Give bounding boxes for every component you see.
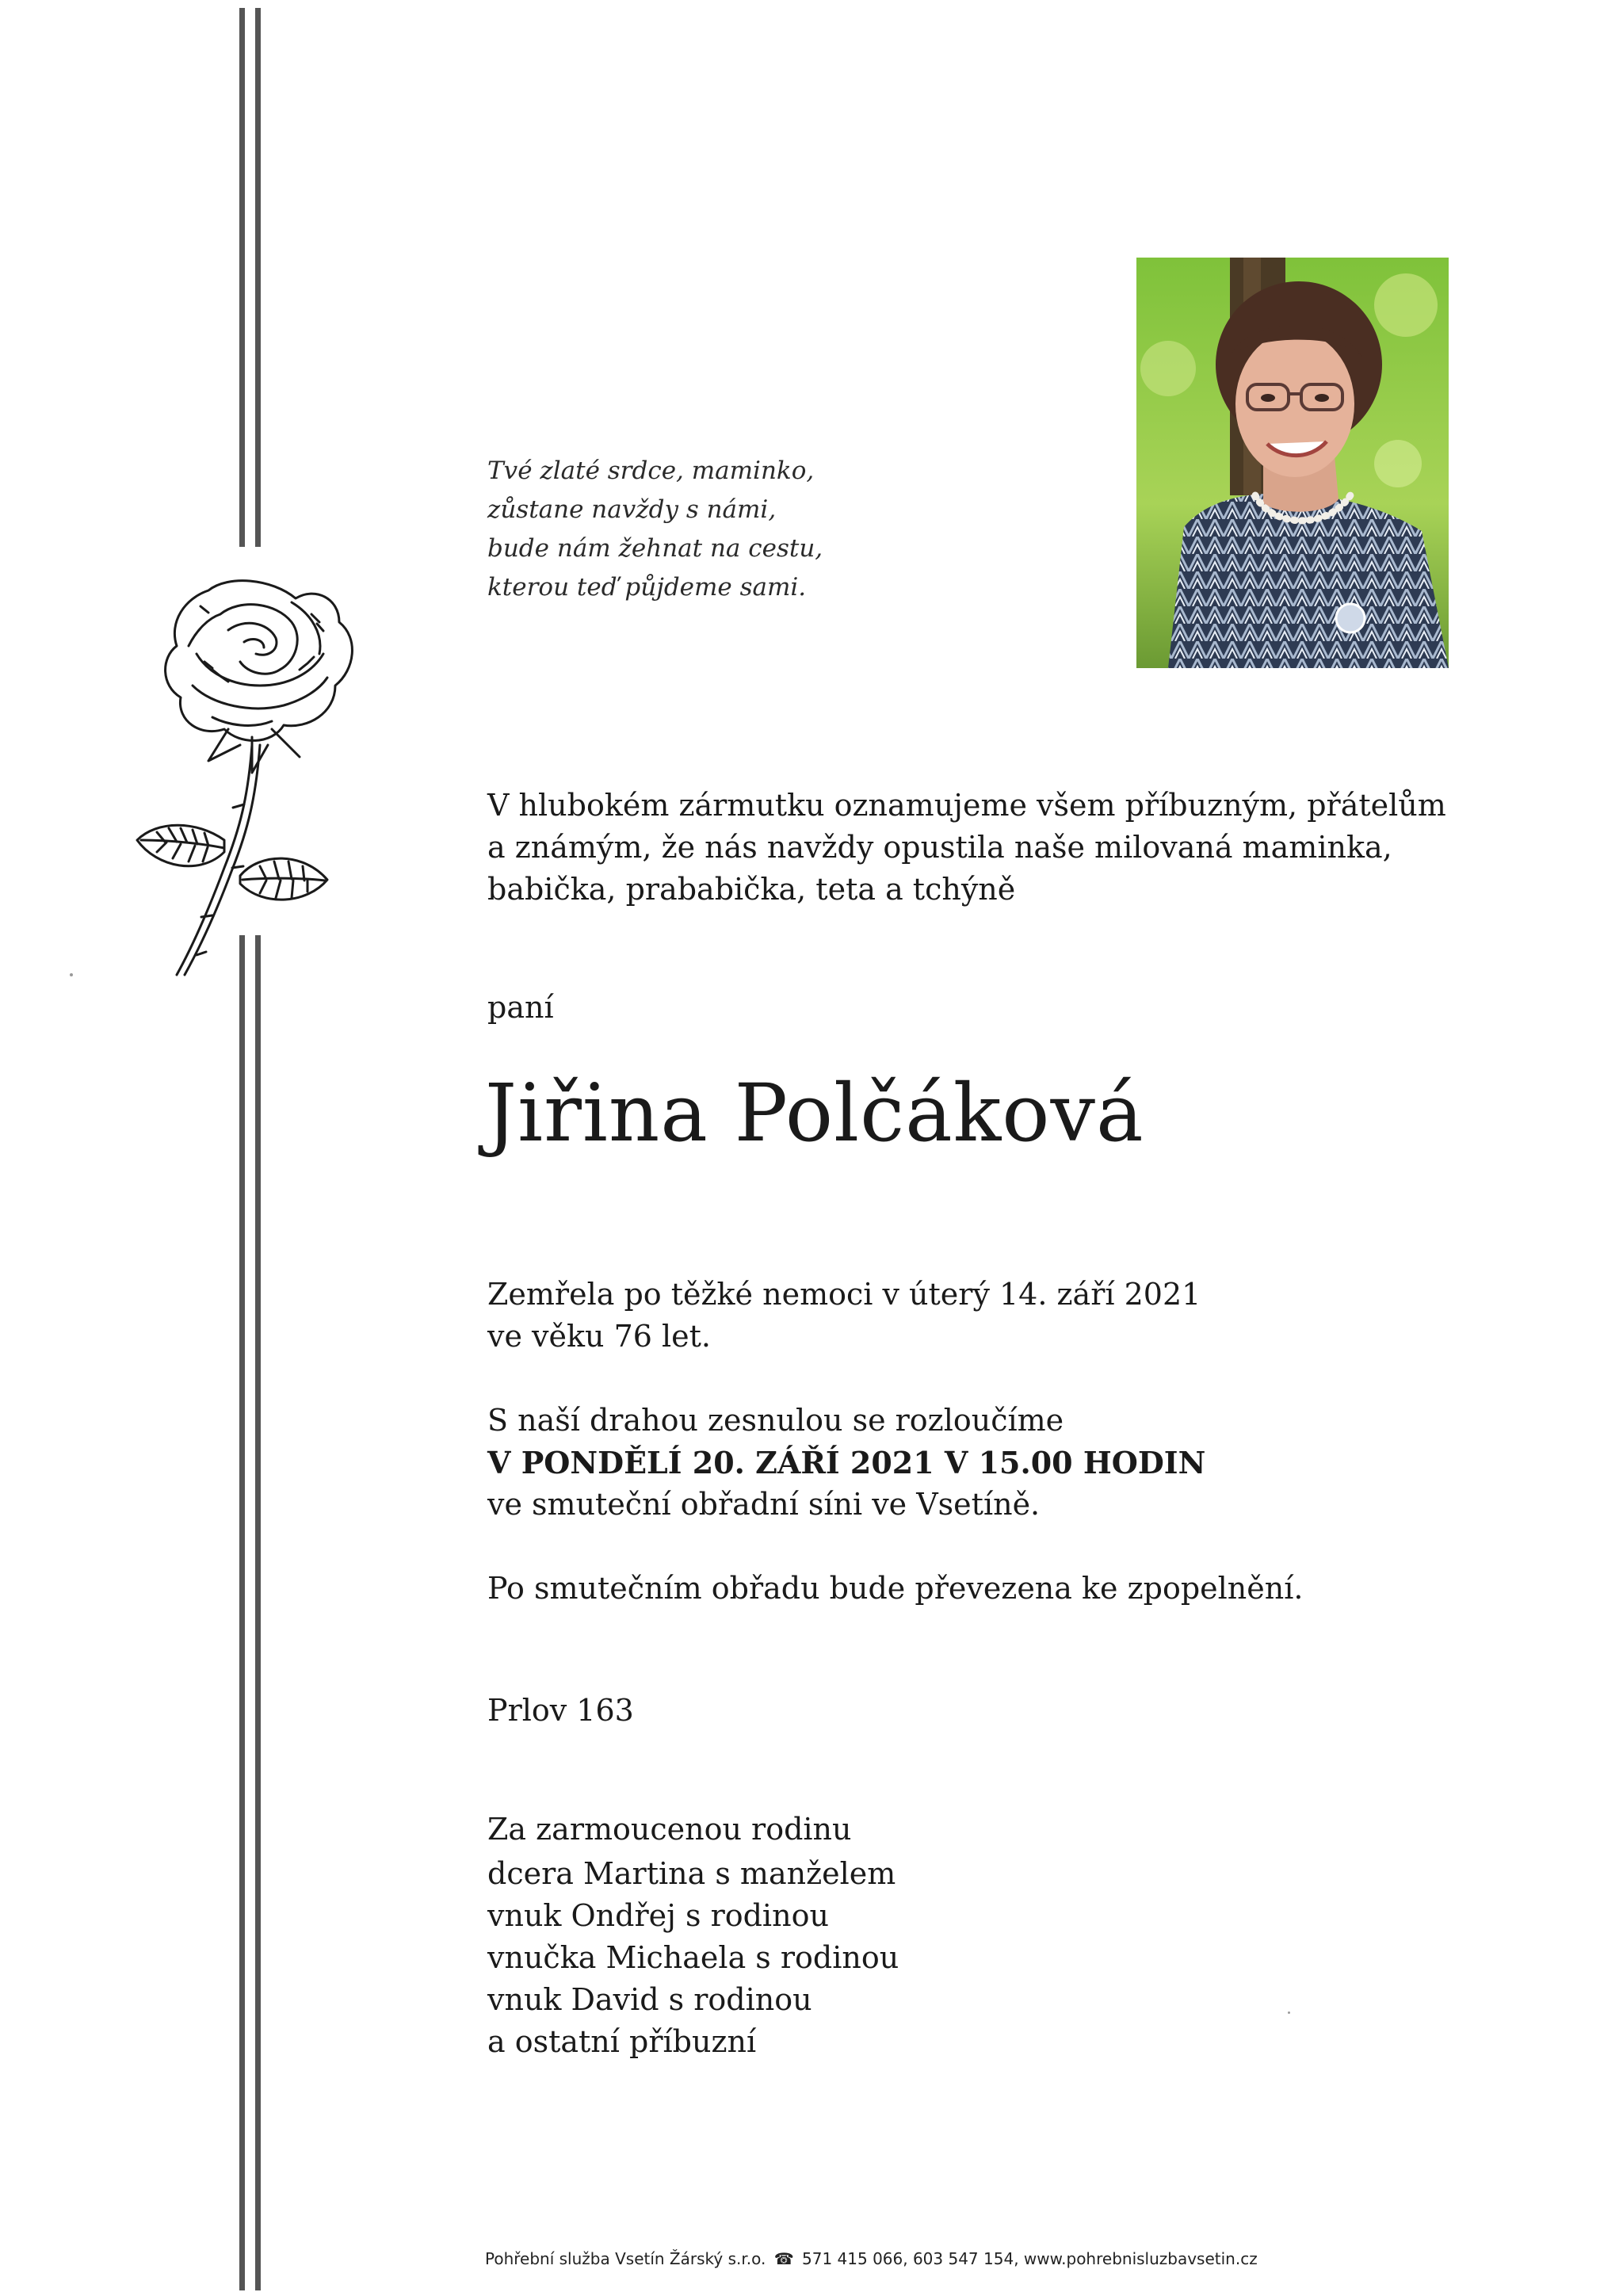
family-member: a ostatní příbuzní (487, 2024, 757, 2059)
cremation-note: Po smutečním obřadu bude převezena ke zpopelnění. (487, 1571, 1304, 1606)
poem-line: Tvé zlaté srdce, maminko, (487, 457, 815, 485)
family-intro: Za zarmoucenou rodinu (487, 1812, 852, 1847)
honorific: paní (487, 990, 554, 1025)
farewell-notice (487, 1400, 1205, 1526)
deceased-name: Jiřina Polčáková (485, 1067, 1144, 1159)
death-line: Zemřela po těžké nemoci v úterý 14. září 2021 (487, 1277, 1201, 1312)
vertical-rule-left-top (239, 8, 245, 547)
announcement-line: babička, prababička, teta a tchýně (487, 872, 1016, 907)
vertical-rule-right-top (255, 8, 261, 547)
family-member: vnuk David s rodinou (487, 1982, 812, 2017)
poem-line: zůstane navždy s námi, (487, 495, 777, 524)
vertical-rule-right-bottom (255, 935, 261, 2290)
vertical-rule-left-bottom (239, 935, 245, 2290)
scan-speck (1288, 2011, 1290, 2014)
announcement-line: a známým, že nás navždy opustila naše milovaná maminka, (487, 830, 1392, 865)
scan-speck (70, 973, 73, 976)
family-member: vnučka Michaela s rodinou (487, 1940, 899, 1975)
poem-line: kterou teď půjdeme sami. (487, 573, 807, 602)
address: Prlov 163 (487, 1693, 634, 1728)
footer (485, 2249, 1258, 2268)
poem (487, 452, 823, 607)
telephone-icon: ☎ (773, 2249, 794, 2268)
announcement-line: V hlubokém zármutku oznamujeme všem příbuzným, přátelům (487, 788, 1446, 823)
death-line: ve věku 76 let. (487, 1319, 711, 1354)
footer-contacts: 571 415 066, 603 547 154, www.pohrebnisluzbavsetin.cz (802, 2249, 1258, 2268)
farewell-datetime: V PONDĚLÍ 20. ZÁŘÍ 2021 V 15.00 HODIN (487, 1445, 1206, 1480)
family-member: dcera Martina s manželem (487, 1856, 896, 1891)
portrait-photo (1136, 258, 1449, 668)
family-member: vnuk Ondřej s rodinou (487, 1898, 829, 1933)
poem-line: bude nám žehnat na cestu, (487, 534, 823, 563)
rose-icon (133, 567, 379, 983)
family-list (487, 1853, 899, 2063)
farewell-venue: ve smuteční obřadní síni ve Vsetíně. (487, 1487, 1041, 1522)
announcement (487, 785, 1446, 911)
farewell-line: S naší drahou zesnulou se rozloučíme (487, 1403, 1064, 1438)
footer-company: Pohřební služba Vsetín Žárský s.r.o. (485, 2249, 766, 2268)
death-notice (487, 1274, 1201, 1358)
